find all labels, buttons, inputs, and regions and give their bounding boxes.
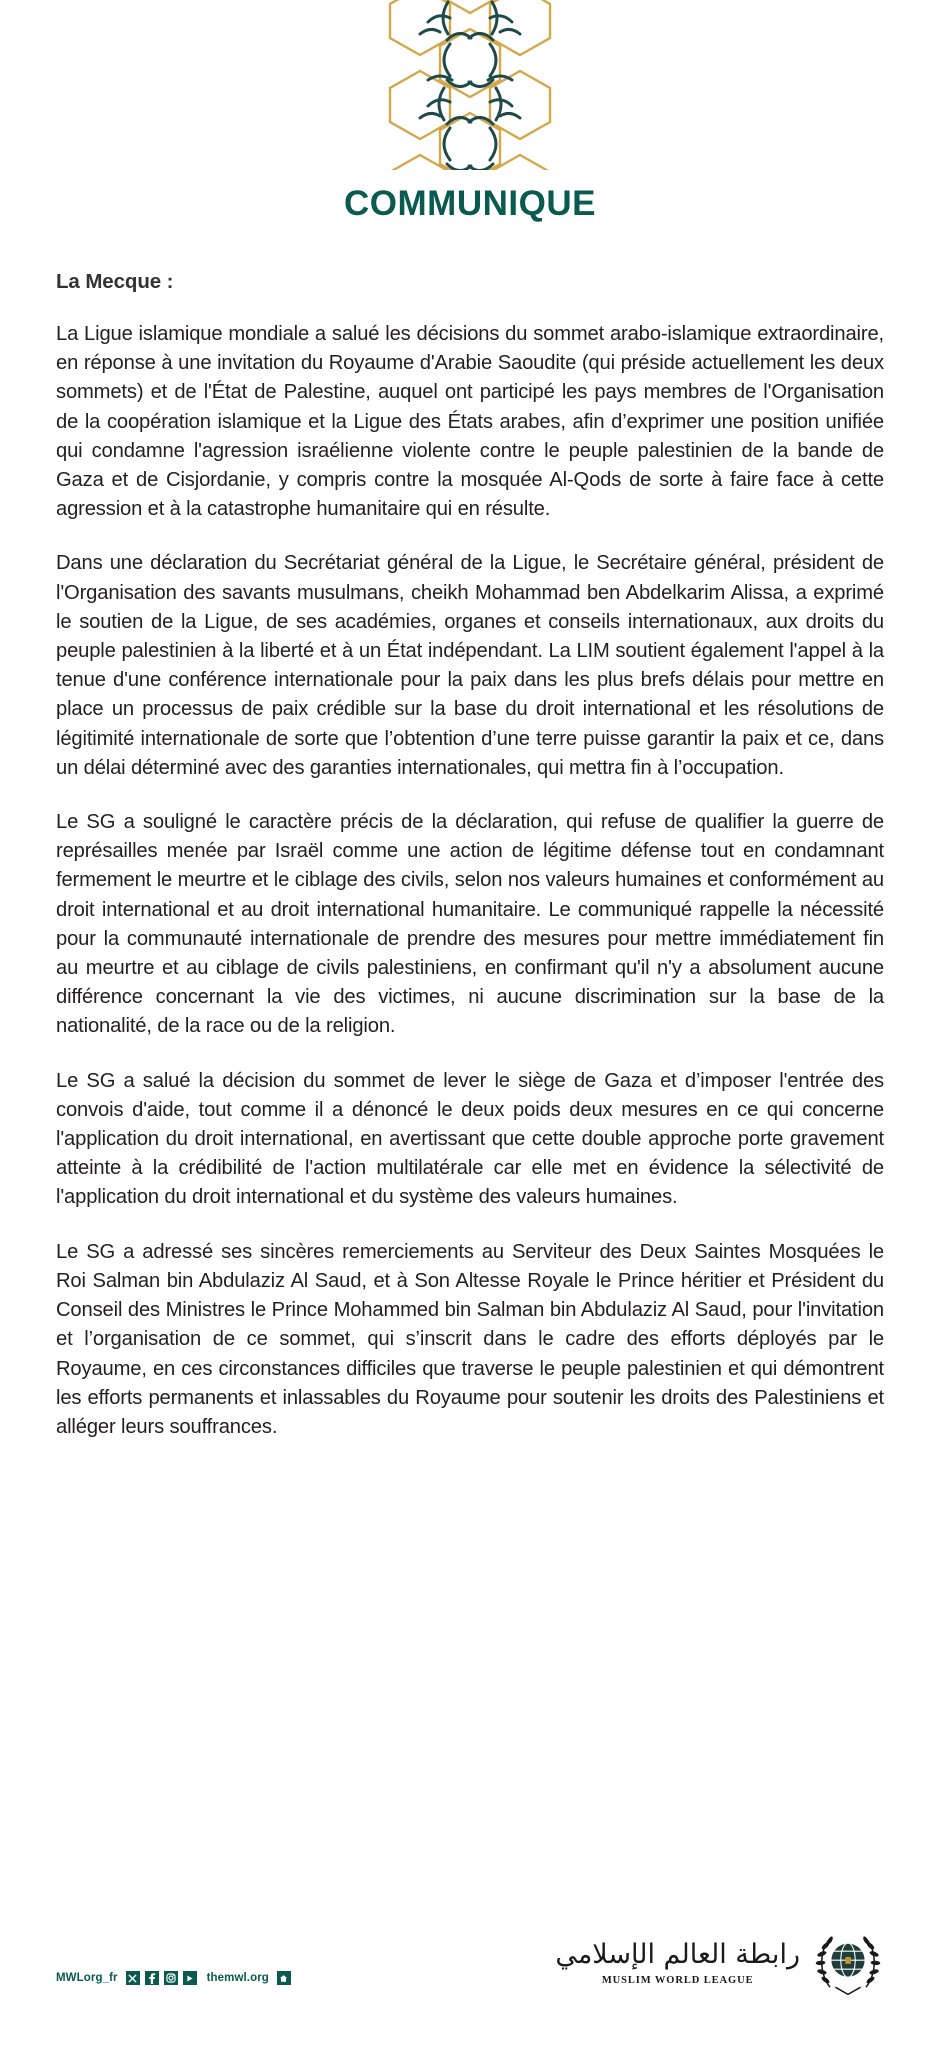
- body-paragraph: Le SG a adressé ses sincères remerciements au Serviteur des Deux Saintes Mosquées le Roi Salman bin Abdulaziz Al Saud, et à Son Altesse Royale le Prince héritier et Président du Conseil des Ministres le Prince Mohammed bin Salman bin Abdulaziz Al Saud, pour l'invitation et l’organisation de ce sommet, qui s’inscrit dans le cadre des efforts déployés par le Royaume, en ces circonstances difficiles que traverse le peuple palestinien et qui démontrent les efforts permanents et inlassables du Royaume pour soutenir les droits des Palestiniens et alléger leurs souffrances.: [56, 1240, 884, 1438]
- body-paragraph: La Ligue islamique mondiale a salué les décisions du sommet arabo-islamique extraordinaire, en réponse à une invitation du Royaume d'Arabie Saoudite (qui préside actuellement les deux sommets) et de l'État de Palestine, auquel ont participé les pays membres de l'Organisation de la coopération islamique et la Ligue des États arabes, afin d’exprimer une position unifiée qui condamne l'agression israélienne violente contre le peuple palestinien de la bande de Gaza et de Cisjordanie, y compris contre la mosquée Al-Qods de sorte à faire face à cette agression et à la catastrophe humanitaire qui en résulte.: [56, 323, 884, 521]
- mwl-logo-arabic: رابطة العالم الإسلامي: [555, 1939, 800, 1971]
- page-footer: [0, 1880, 940, 2048]
- body-paragraph: Dans une déclaration du Secrétariat général de la Ligue, le Secrétaire général, président de l'Organisation des savants musulmans, cheikh Mohammad ben Abdelkarim Alissa, a exprimé le soutien de la Ligue, de ses académies, organes et conseils internationaux, aux droits du peuple palestinien à la liberté et à un État indépendant. La LIM soutient également l'appel à la tenue d'une conférence internationale pour la paix dans les plus brefs délais pour mettre en place un processus de paix crédible sur la base du droit international et les résolutions de légitimité internationale de sorte que l’obtention d’une terre puisse garantir la paix et ce, dans un délai déterminé avec des garanties internationales, qui mettra fin à l’occupation.: [56, 552, 884, 779]
- document-body: [0, 270, 940, 2048]
- instagram-icon[interactable]: [164, 1971, 178, 1985]
- social-handle: MWLorg_fr: [56, 1972, 118, 1984]
- dateline-kicker: La Mecque :: [56, 270, 174, 293]
- islamic-geometric-pattern-icon: [320, 0, 620, 170]
- x-twitter-glyph: [128, 1974, 137, 1983]
- facebook-glyph: [147, 1973, 156, 1984]
- social-links-group: [56, 1971, 291, 2048]
- website-url[interactable]: themwl.org: [206, 1972, 269, 1984]
- home-glyph: [279, 1974, 288, 1983]
- instagram-glyph: [166, 1973, 176, 1983]
- mwl-globe-wreath-emblem: [812, 1926, 884, 1998]
- website-icon[interactable]: [277, 1971, 291, 1985]
- mwl-logo-text: [555, 1938, 800, 1986]
- body-paragraph: Le SG a salué la décision du sommet de lever le siège de Gaza et d’imposer l'entrée des convois d'aide, tout comme il a dénoncé le deux poids deux mesures en ce qui concerne l'application du droit international, en avertissant que cette double approche porte gravement atteinte à la crédibilité de l'action multilatérale car elle met en évidence la sélectivité de l'application du droit international et du système des valeurs humaines.: [56, 1069, 884, 1209]
- x-twitter-icon[interactable]: [126, 1971, 140, 1985]
- mwl-logo: [555, 1926, 884, 2048]
- facebook-icon[interactable]: [145, 1971, 159, 1985]
- body-paragraph: Le SG a souligné le caractère précis de la déclaration, qui refuse de qualifier la guerre de représailles menée par Israël comme une action de légitime défense tout en condamnant fermement le meurtre et le ciblage des civils, selon nos valeurs humaines et conformément au droit international et au droit international humanitaire. Le communiqué rappelle la nécessité pour la communauté internationale de prendre des mesures pour mettre immédiatement fin au meurtre et au ciblage de civils palestiniens, en confirmant qu'il n'y a absolument aucune différence concernant la vie des victimes, ni aucune discrimination sur la base de la nationalité, de la race ou de la religion.: [56, 811, 884, 1038]
- youtube-play-glyph: [185, 1974, 194, 1983]
- page-title-wrapper: [0, 184, 940, 224]
- page-title: COMMUNIQUE: [344, 184, 596, 223]
- mwl-logo-english: MUSLIM WORLD LEAGUE: [601, 1974, 754, 1986]
- youtube-icon[interactable]: [183, 1971, 197, 1985]
- header-ornament-band: [0, 0, 940, 170]
